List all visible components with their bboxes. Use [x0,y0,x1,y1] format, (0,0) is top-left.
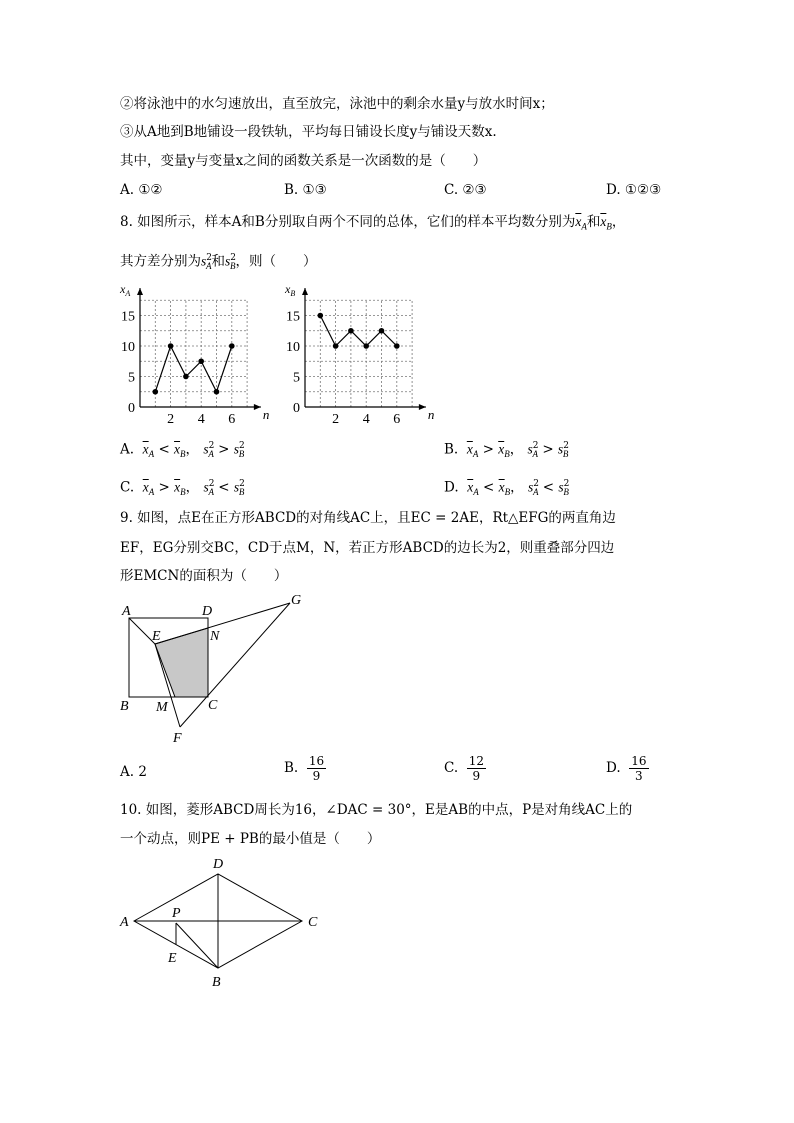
chart-sample-b [283,280,433,425]
label-d: D [213,857,224,872]
data-point [333,343,339,349]
y-axis-label: $x_B$ [285,282,296,298]
x-tick-label: 6 [228,412,236,427]
q8-option-a[interactable]: A. $\overline{x}_A < \overline{x}_B$， $s^2_A > s^2_B$ [120,441,245,460]
y-axis-arrow [137,288,143,295]
q8-option-d[interactable]: D. $\overline{x}_A < \overline{x}_B$， $s^2_A < s^2_B$ [444,479,570,498]
q9-stem-line2: EF，EG分别交BC，CD于点M，N，若正方形ABCD的边长为2，则重叠部分四边 [120,540,615,556]
q10-stem-line2: 一个动点，则PE + PB的最小值是（ ） [120,831,381,847]
data-point [183,374,189,380]
label-c: C [308,915,318,930]
label-b: B [120,699,129,714]
q8-variance-text: 其方差分别为 [120,253,201,270]
q9-option-c[interactable]: C. $\frac{12}{9}$ [444,754,485,783]
data-point [394,343,400,349]
x-tick-label: 2 [167,412,175,427]
q10-figure [112,852,342,997]
y-tick-label: 5 [293,370,300,386]
label-p: P [172,906,181,921]
chart-sample-a [118,280,268,425]
q7-option-b[interactable]: B. ①③ [284,182,327,198]
data-point [168,343,174,349]
q7-item-3: ③从A地到B地铺设一段铁轨，平均每日铺设长度y与铺设天数x. [120,124,497,140]
x-tick-label: 4 [197,412,205,427]
data-point [229,343,235,349]
q8-stem-line1: 8. 如图所示，样本A和B分别取自两个不同的总体，它们的样本平均数分别为$\overline{x}_A$和$\overline{x}_B$， [120,214,626,232]
x-axis-label: n [262,407,270,422]
x-axis-arrow [419,404,426,410]
y-axis-label: $x_A$ [120,282,131,298]
q8-stem-end: ，则（ ） [235,253,317,270]
q9-stem-line1: 9. 如图，点E在正方形ABCD的对角线AC上，且EC = 2AE，Rt△EFG的两直角边 [120,510,616,526]
label-a: A [122,604,131,619]
data-point [214,389,220,395]
mean-a-symbol: $\overline{x}$ [575,214,582,229]
data-point [363,343,369,349]
x-tick-label: 2 [332,412,340,427]
data-point [348,328,354,334]
data-point [198,358,204,364]
q8-option-c[interactable]: C. $\overline{x}_A > \overline{x}_B$， $s^2_A < s^2_B$ [120,479,245,498]
mean-b-symbol: $\overline{x}$ [600,214,607,229]
label-a: A [120,915,129,930]
label-b: B [212,975,221,990]
x-axis-label: n [427,407,435,422]
leg-eg [155,603,290,644]
q8-and-2: 和 [211,253,225,270]
q9-option-d[interactable]: D. $\frac{16}{3}$ [606,754,647,783]
series-line [155,346,232,392]
label-g: G [291,593,302,608]
q7-item-2: ②将泳池中的水匀速放出，直至放完，泳池中的剩余水量y与放水时间x； [120,96,554,112]
segment-pb [176,923,218,968]
q7-option-a[interactable]: A. ①② [120,182,163,198]
q9-option-b[interactable]: B. $\frac{16}{9}$ [284,754,325,783]
label-e: E [152,629,161,644]
y-tick-label: 10 [286,340,300,355]
x-tick-label: 6 [393,412,401,427]
y-tick-label: 0 [293,401,300,416]
label-m: M [156,700,168,715]
y-tick-label: 10 [121,340,135,355]
q7-option-c[interactable]: C. ②③ [444,182,487,198]
q8-option-b[interactable]: B. $\overline{x}_A > \overline{x}_B$， $s^2_A > s^2_B$ [444,441,569,460]
y-axis-arrow [302,288,308,295]
data-point [153,389,159,395]
q9-stem-line3: 形EMCN的面积为（ ） [120,568,288,584]
label-n: N [210,629,220,644]
q8-stem-text: 8. 如图所示，样本A和B分别取自两个不同的总体，它们的样本平均数分别为 [120,214,576,230]
q8-and: 和 [586,214,601,230]
shaded-emcn [155,628,208,697]
y-tick-label: 5 [128,370,135,386]
q9-figure [112,590,312,750]
x-axis-arrow [254,404,261,410]
y-tick-label: 15 [121,309,135,325]
label-f: F [173,731,182,746]
q8-stem-line2: 其方差分别为$s^2_A$和$s^2_B$，则（ ） [120,253,317,272]
data-point [379,328,385,334]
q10-stem-line1: 10. 如图，菱形ABCD周长为16，∠DAC = 30°，E是AB的中点，P是对角线AC上的 [120,802,633,818]
q7-option-d[interactable]: D. ①②③ [606,182,662,198]
label-c: C [208,698,218,713]
y-tick-label: 15 [286,309,300,325]
label-d: D [202,604,213,619]
y-tick-label: 0 [128,401,135,416]
label-e: E [168,951,177,966]
x-tick-label: 4 [362,412,370,427]
data-point [318,313,324,319]
q7-question: 其中，变量y与变量x之间的函数关系是一次函数的是（ ） [120,153,487,169]
q9-option-a[interactable]: A. 2 [120,764,147,780]
